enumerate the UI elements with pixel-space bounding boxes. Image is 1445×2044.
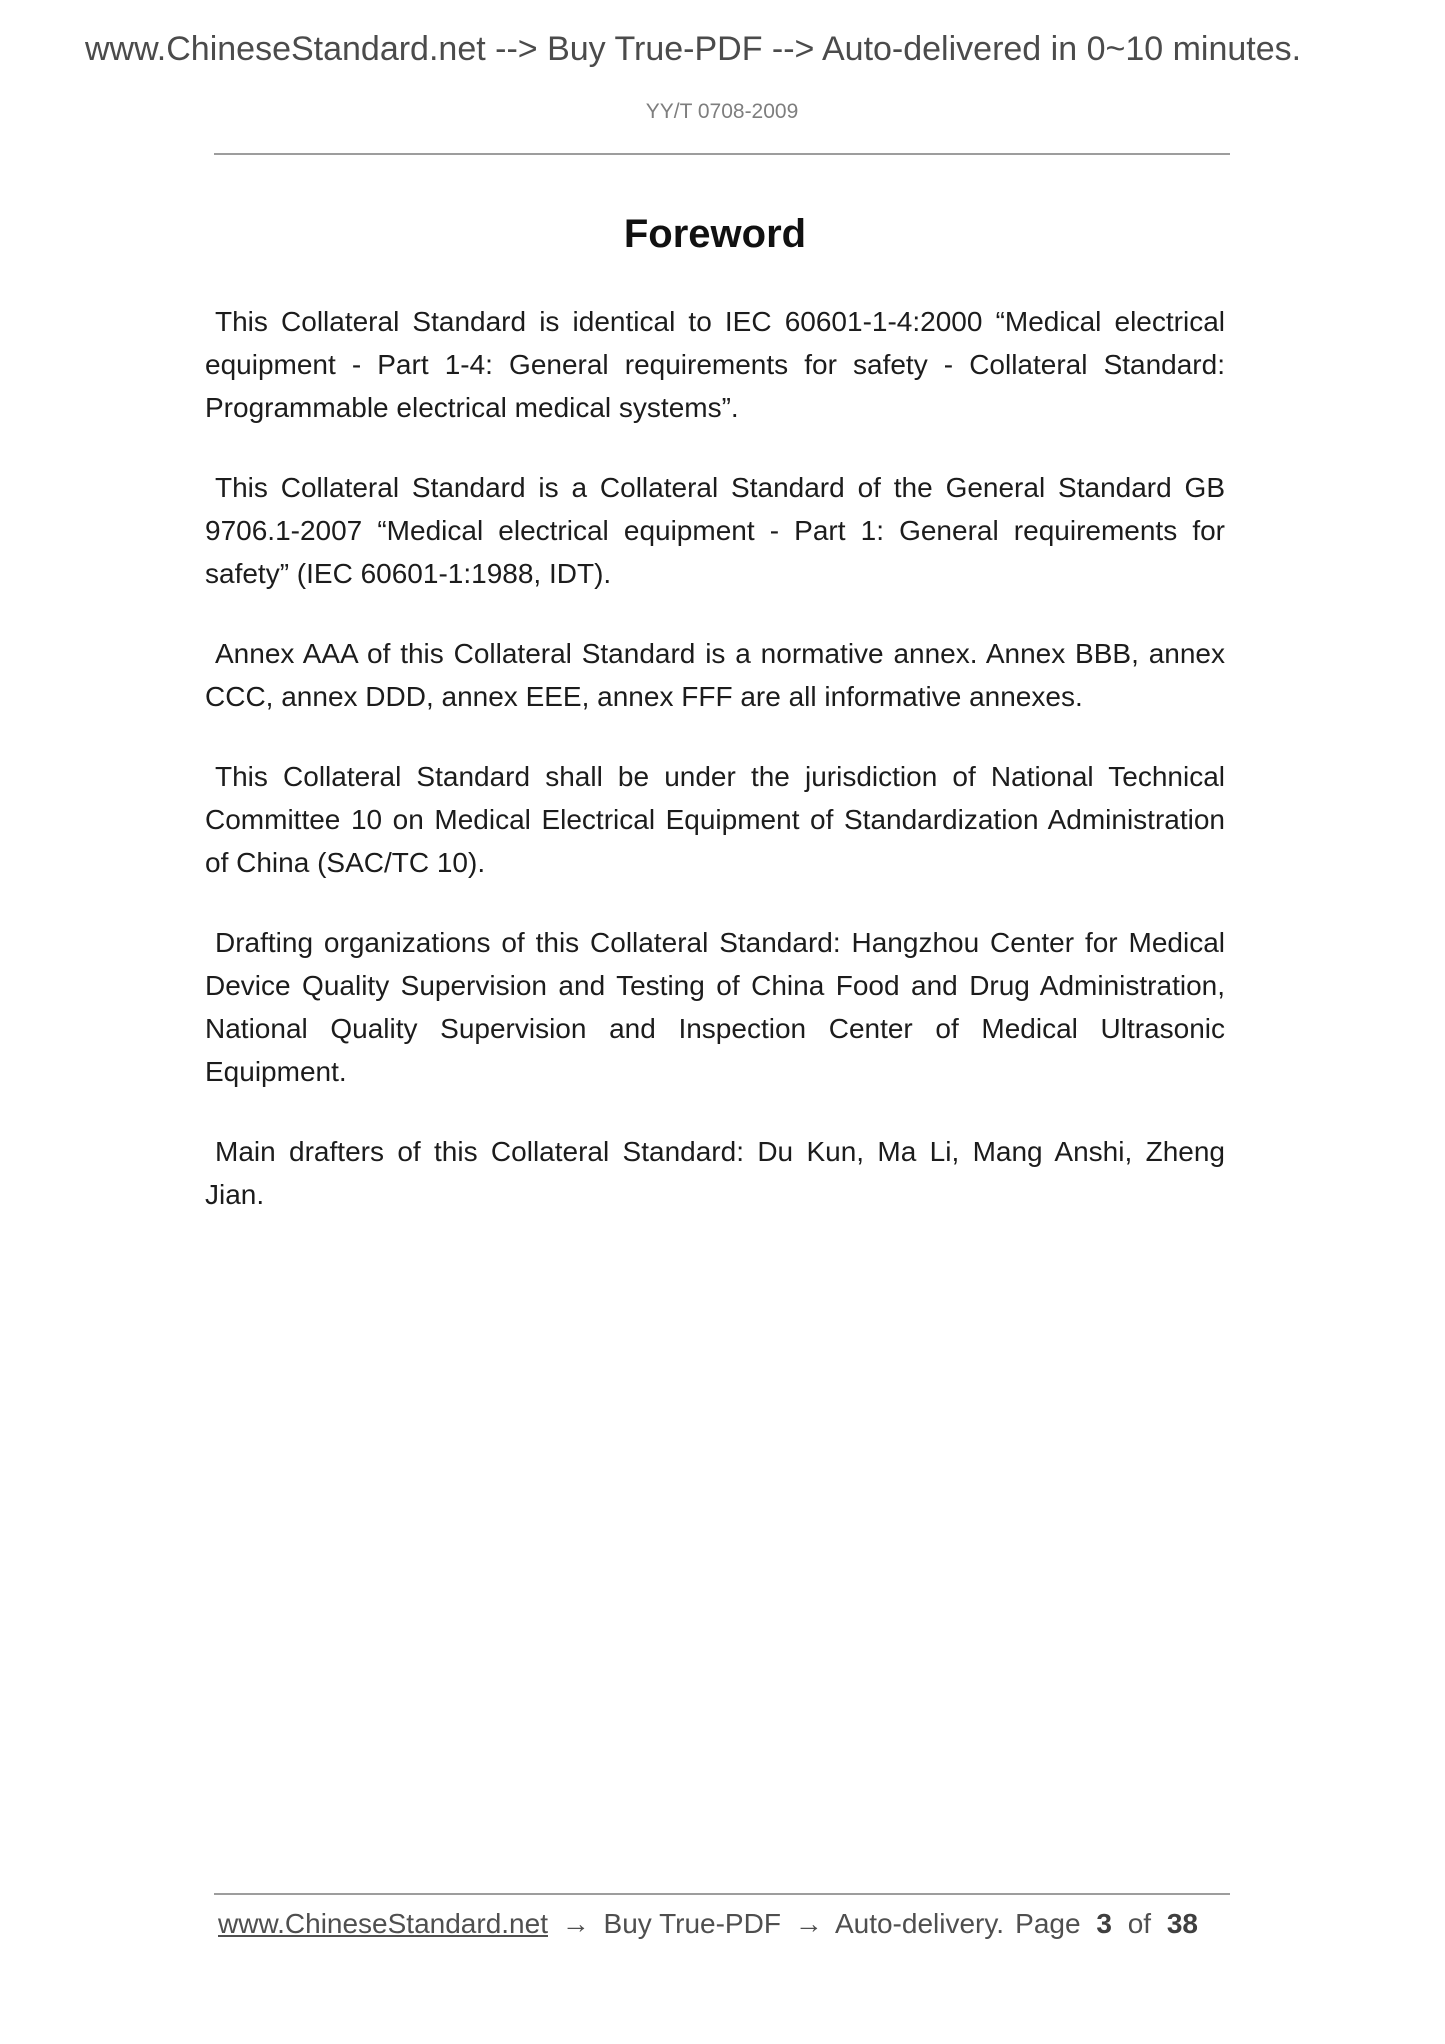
footer-divider	[214, 1893, 1230, 1895]
header-divider	[214, 153, 1230, 155]
footer	[218, 1908, 1230, 1940]
standard-number: YY/T 0708-2009	[645, 100, 799, 123]
page-indicator-current: 3	[1096, 1908, 1112, 1939]
footer-buy-text: Buy True-PDF	[603, 1908, 781, 1939]
header-promo-text: www.ChineseStandard.net --> Buy True-PDF --> Auto-delivered in 0~10 minutes.	[85, 30, 1302, 68]
footer-promo	[218, 1908, 1004, 1940]
paragraph-collateral-of-general-standard: This Collateral Standard is a Collateral Standard of the General Standard GB 9706.1-2007 “Medical electrical equipment - Part 1: General requirements for safety” (IEC 60601-1:1988, IDT).	[205, 472, 1225, 589]
paragraph-identical-standard: This Collateral Standard is identical to IEC 60601-1-4:2000 “Medical electrical equipment - Part 1-4: General requirements for safety - Collateral Standard: Programmable electrical medical systems”.	[205, 306, 1225, 423]
right-arrow-icon: →	[561, 1908, 590, 1939]
paragraph-jurisdiction: This Collateral Standard shall be under the jurisdiction of National Technical Committee 10 on Medical Electrical Equipment of Standardization Administration of China (SAC/TC 10).	[205, 761, 1225, 878]
right-arrow-icon: →	[794, 1908, 823, 1939]
footer-delivery-text: Auto-delivery.	[834, 1908, 1005, 1939]
paragraph-annexes: Annex AAA of this Collateral Standard is a normative annex. Annex BBB, annex CCC, annex DDD, annex EEE, annex FFF are all informative annexes.	[205, 638, 1225, 712]
page-indicator-label: Page	[1015, 1908, 1081, 1939]
page-indicator	[1011, 1908, 1230, 1940]
paragraph-main-drafters: Main drafters of this Collateral Standard: Du Kun, Ma Li, Mang Anshi, Zheng Jian.	[205, 1136, 1225, 1210]
footer-site-link[interactable]: www.ChineseStandard.net	[218, 1908, 548, 1939]
paragraph-drafting-organizations: Drafting organizations of this Collateral Standard: Hangzhou Center for Medical Device Quality Supervision and Testing of China Food and Drug Administration, National Quality Supervision and Inspection Center of Medical Ultrasonic Equipment.	[205, 927, 1225, 1087]
document-body	[205, 300, 1225, 1253]
page-title: Foreword	[623, 212, 807, 256]
page-indicator-total: 38	[1166, 1908, 1198, 1939]
page-indicator-of: of	[1127, 1908, 1152, 1939]
